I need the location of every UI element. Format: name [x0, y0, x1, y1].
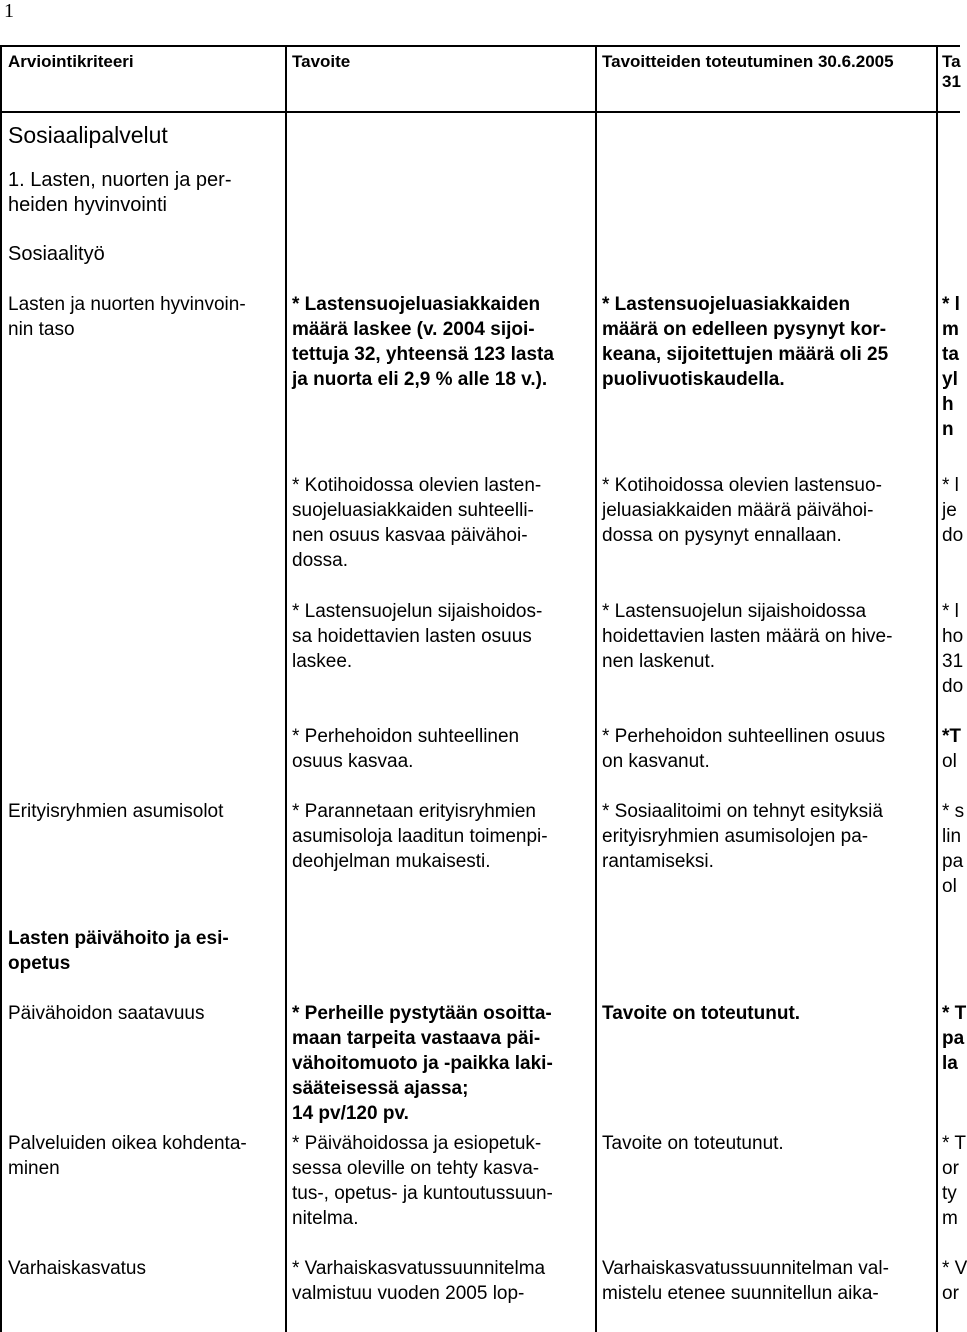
row-6-criterion [8, 1001, 204, 1026]
cell-line: dossa on pysynyt ennallaan. [602, 525, 842, 546]
cell-line: Tavoite on toteutunut. [602, 1003, 801, 1024]
header-arviointikriteeri: Arviointikriteeri [8, 52, 134, 71]
section-paivahoito-line1: Lasten päivähoito ja esi- [8, 928, 229, 949]
cell-line: * Lastensuojeluasiakkaiden [602, 294, 851, 315]
row-6-result [602, 1001, 800, 1026]
cell-line: or [942, 1158, 959, 1179]
row-1-criterion [8, 292, 246, 342]
row-7-goal [292, 1131, 553, 1231]
cell-line: erityisryhmien asumisolojen pa- [602, 826, 869, 847]
cell-line: * Varhaiskasvatussuunnitelma [292, 1258, 546, 1279]
cell-line: or [942, 1283, 959, 1304]
section-paivahoito [8, 926, 229, 976]
cell-line: * Perhehoidon suhteellinen osuus [602, 726, 886, 747]
table-border-top [0, 45, 960, 47]
cell-line: yl [942, 369, 958, 390]
cell-line: deohjelman mukaisesti. [292, 851, 491, 872]
row-8-criterion [8, 1256, 146, 1281]
header-col4-line2: 31 [942, 72, 961, 91]
page-number: 1 [4, 0, 14, 22]
row-7-criterion [8, 1131, 247, 1181]
cell-line: * Parannetaan erityisryhmien [292, 801, 536, 822]
cell-line: * Lastensuojelun sijaishoidos- [292, 601, 543, 622]
header-divider [0, 111, 960, 113]
cell-line: nitelma. [292, 1208, 359, 1229]
row-4-goal [292, 724, 519, 774]
cell-line: on kasvanut. [602, 751, 710, 772]
cell-line: m [942, 319, 959, 340]
row-8-result [602, 1256, 889, 1306]
row-6-cut-column [942, 1001, 967, 1076]
cell-line: sessa oleville on tehty kasva- [292, 1158, 540, 1179]
cell-line: asumisoloja laaditun toimenpi- [292, 826, 548, 847]
cell-line: * l [942, 294, 960, 315]
cell-line: hoidettavien lasten määrä on hive- [602, 626, 893, 647]
cell-line: pa [942, 851, 964, 872]
cell-line: ol [942, 751, 957, 772]
section-lasten-nuorten [8, 168, 231, 218]
cell-line: Erityisryhmien asumisolot [8, 801, 224, 822]
cell-line: * Kotihoidossa olevien lasten- [292, 475, 542, 496]
cell-line: * Päivähoidossa ja esiopetuk- [292, 1133, 542, 1154]
cell-line: vähoitomuoto ja -paikka laki- [292, 1053, 553, 1074]
section-sosiaalipalvelut: Sosiaalipalvelut [8, 122, 168, 148]
cell-line: rantamiseksi. [602, 851, 714, 872]
column-divider-2 [595, 45, 597, 1332]
cell-line: minen [8, 1158, 60, 1179]
section-paivahoito-line2: opetus [8, 953, 71, 974]
row-7-cut-column [942, 1131, 966, 1231]
header-tavoite: Tavoite [292, 52, 351, 71]
cell-line: sa hoidettavien lasten osuus [292, 626, 532, 647]
cell-line: ja nuorta eli 2,9 % alle 18 v.). [292, 369, 548, 390]
cell-line: ol [942, 876, 957, 897]
cell-line: Lasten ja nuorten hyvinvoin- [8, 294, 246, 315]
row-1-result [602, 292, 888, 392]
cell-line: 14 pv/120 pv. [292, 1103, 409, 1124]
cell-line: Varhaiskasvatus [8, 1258, 146, 1279]
section-sosiaalityo: Sosiaalityö [8, 243, 105, 265]
cell-line: määrä on edelleen pysynyt kor- [602, 319, 887, 340]
cell-line: * V [942, 1258, 967, 1279]
cell-line: jeluasiakkaiden määrä päivähoi- [602, 500, 874, 521]
cell-line: maan tarpeita vastaava päi- [292, 1028, 541, 1049]
header-col4 [942, 52, 960, 92]
header-toteutuminen: Tavoitteiden toteutuminen 30.6.2005 [602, 52, 894, 71]
cell-line: valmistuu vuoden 2005 lop- [292, 1283, 525, 1304]
cell-line: suojeluasiakkaiden suhteelli- [292, 500, 534, 521]
cell-line: Tavoite on toteutunut. [602, 1133, 784, 1154]
row-1-cut-column [942, 292, 960, 442]
column-divider-1 [285, 45, 287, 1332]
cell-line: lin [942, 826, 962, 847]
cell-line: * Perhehoidon suhteellinen [292, 726, 520, 747]
cell-line: * s [942, 801, 965, 822]
cell-line: tettuja 32, yhteensä 123 lasta [292, 344, 554, 365]
row-5-criterion [8, 799, 223, 824]
cell-line: * T [942, 1133, 966, 1154]
header-col4-line1: Ta [942, 52, 961, 71]
section-lasten-nuorten-line2: heiden hyvinvointi [8, 194, 167, 216]
cell-line: nen osuus kasvaa päivähoi- [292, 525, 528, 546]
cell-line: * Lastensuojeluasiakkaiden [292, 294, 541, 315]
cell-line: do [942, 676, 964, 697]
row-3-cut-column [942, 599, 964, 699]
row-6-goal [292, 1001, 553, 1126]
cell-line: dossa. [292, 550, 348, 571]
cell-line: * l [942, 601, 959, 622]
row-3-result [602, 599, 892, 674]
row-1-goal [292, 292, 554, 392]
cell-line: je [942, 500, 957, 521]
cell-line: osuus kasvaa. [292, 751, 414, 772]
cell-line: *T [942, 726, 961, 747]
cell-line: pa [942, 1028, 965, 1049]
cell-line: * Lastensuojelun sijaishoidossa [602, 601, 867, 622]
cell-line: ta [942, 344, 959, 365]
row-5-goal [292, 799, 548, 874]
cell-line: * Kotihoidossa olevien lastensuo- [602, 475, 882, 496]
cell-line: 31 [942, 651, 964, 672]
row-8-cut-column [942, 1256, 967, 1306]
cell-line: määrä laskee (v. 2004 sijoi- [292, 319, 535, 340]
cell-line: ty [942, 1183, 957, 1204]
cell-line: nen laskenut. [602, 651, 716, 672]
row-5-result [602, 799, 883, 874]
cell-line: la [942, 1053, 958, 1074]
cell-line: do [942, 525, 964, 546]
row-2-result [602, 473, 882, 548]
cell-line: nin taso [8, 319, 75, 340]
cell-line: tus-, opetus- ja kuntoutussuun- [292, 1183, 553, 1204]
cell-line: * l [942, 475, 959, 496]
cell-line: keana, sijoitettujen määrä oli 25 [602, 344, 889, 365]
row-8-goal [292, 1256, 545, 1306]
section-lasten-nuorten-line1: 1. Lasten, nuorten ja per- [8, 169, 232, 191]
cell-line: h [942, 394, 954, 415]
cell-line: * T [942, 1003, 967, 1024]
cell-line: ho [942, 626, 964, 647]
cell-line: n [942, 419, 954, 440]
row-2-cut-column [942, 473, 964, 548]
column-divider-3 [936, 45, 938, 1332]
row-2-goal [292, 473, 541, 573]
row-4-result [602, 724, 885, 774]
row-3-goal [292, 599, 542, 674]
cell-line: Palveluiden oikea kohdenta- [8, 1133, 247, 1154]
row-4-cut-column [942, 724, 960, 774]
row-5-cut-column [942, 799, 965, 899]
cell-line: * Perheille pystytään osoitta- [292, 1003, 552, 1024]
cell-line: Varhaiskasvatussuunnitelman val- [602, 1258, 889, 1279]
cell-line: sääteisessä ajassa; [292, 1078, 469, 1099]
cell-line: laskee. [292, 651, 353, 672]
table-border-left [0, 45, 2, 1332]
cell-line: m [942, 1208, 958, 1229]
cell-line: puolivuotiskaudella. [602, 369, 785, 390]
cell-line: * Sosiaalitoimi on tehnyt esityksiä [602, 801, 883, 822]
row-7-result [602, 1131, 784, 1156]
cell-line: mistelu etenee suunnitellun aika- [602, 1283, 879, 1304]
cell-line: Päivähoidon saatavuus [8, 1003, 205, 1024]
